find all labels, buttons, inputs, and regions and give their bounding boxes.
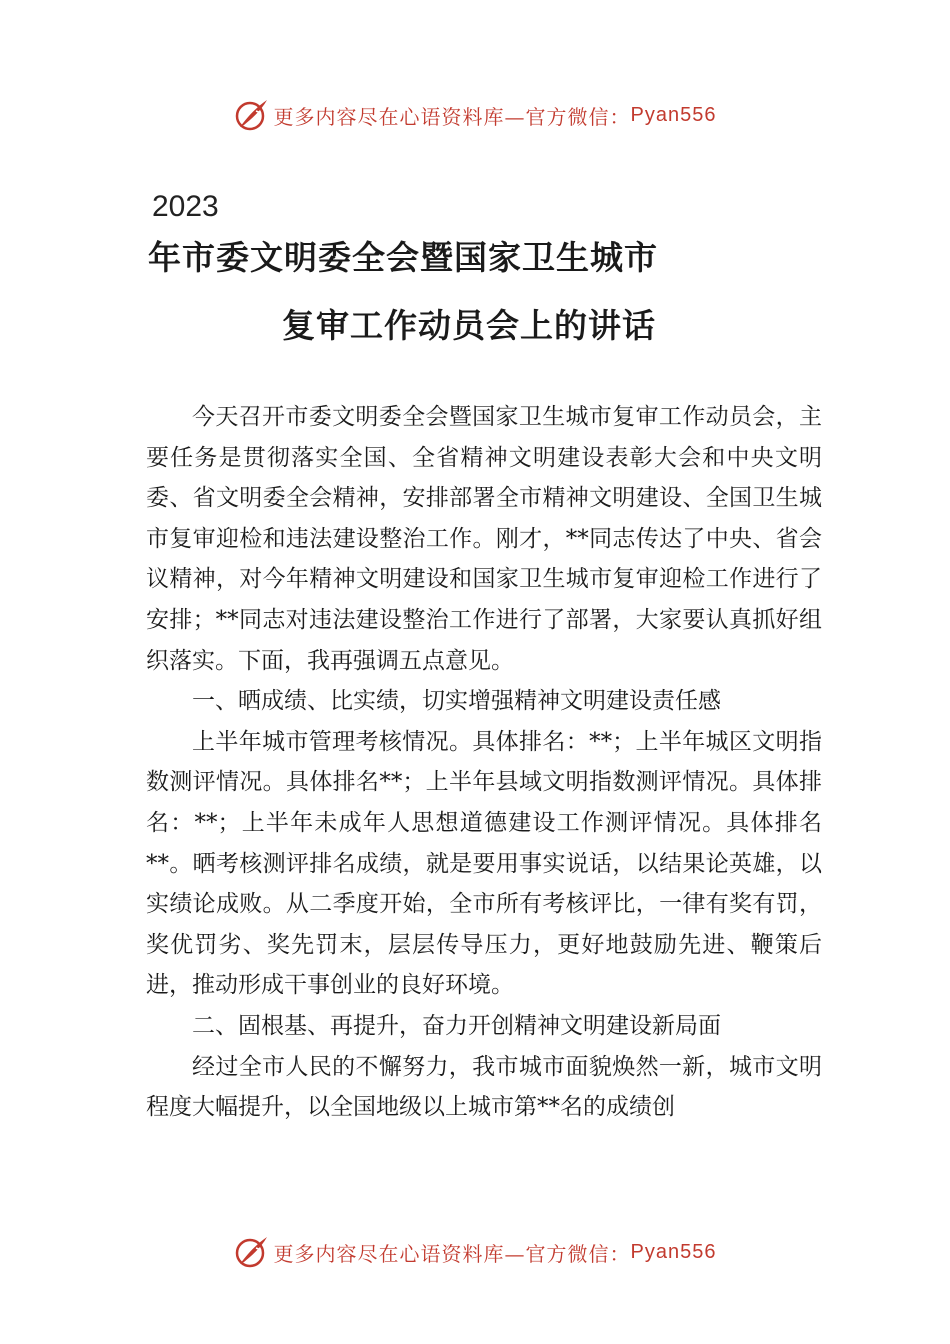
- section-heading: 一、晒成绩、比实绩，切实增强精神文明建设责任感: [192, 688, 721, 715]
- paragraph: 经过全市人民的不懈努力，我市城市面貌焕然一新，城市文明程度大幅提升，以全国地级以上城市第**名的成绩创: [146, 1053, 822, 1121]
- title-year: 2023: [152, 190, 219, 223]
- section-heading: 二、固根基、再提升，奋力开创精神文明建设新局面: [192, 1012, 721, 1039]
- watermark-banner-bottom: [0, 1232, 950, 1272]
- banner-text: 更多内容尽在心语资料库—官方微信：: [273, 104, 631, 129]
- title-line-1: 年市委文明委全会暨国家卫生城市: [148, 238, 658, 277]
- document-body: [146, 397, 822, 1128]
- quill-pen-logo-icon: [234, 97, 270, 133]
- wechat-id: Pyan556: [630, 1240, 717, 1263]
- banner-text: 更多内容尽在心语资料库—官方微信：: [273, 1241, 631, 1266]
- wechat-id: Pyan556: [630, 103, 717, 126]
- paragraph: 上半年城市管理考核情况。具体排名：**；上半年城区文明指数测评情况。具体排名**；上半年县域文明指数测评情况。具体排名：**；上半年未成年人思想道德建设工作测评情况。具体排名**。晒考核测评排名成绩，就是要用事实说话，以结果论英雄，以实绩论成败。从二季度开始，全市所有考核评比，一律有奖有罚，奖优罚劣、奖先罚末，层层传导压力，更好地鼓励先进、鞭策后进，推动形成干事创业的良好环境。: [146, 728, 822, 999]
- watermark-banner-top: [0, 95, 950, 135]
- quill-pen-logo-icon: [234, 1234, 270, 1270]
- title-line-2: 复审工作动员会上的讲话: [282, 306, 656, 345]
- paragraph: 今天召开市委文明委全会暨国家卫生城市复审工作动员会，主要任务是贯彻落实全国、全省精神文明建设表彰大会和中央文明委、省文明委全会精神，安排部署全市精神文明建设、全国卫生城市复审迎检和违法建设整治工作。刚才，**同志传达了中央、省会议精神，对今年精神文明建设和国家卫生城市复审迎检工作进行了安排；**同志对违法建设整治工作进行了部署，大家要认真抓好组织落实。下面，我再强调五点意见。: [146, 404, 822, 674]
